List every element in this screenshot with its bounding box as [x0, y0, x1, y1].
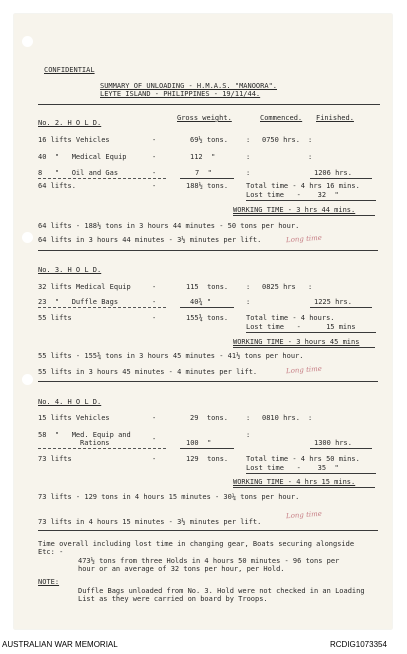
overall-line1: Time overall including lost time in changing gear, Boats securing alongside — [38, 540, 355, 548]
hold2-row3-item: 8 " Oil and Gas — [38, 169, 119, 177]
hold2-heading: No. 2. H O L D. — [38, 119, 102, 127]
hold3-row2-item: 23 " Duffle Bags — [38, 298, 119, 306]
colon-mark: : — [246, 283, 251, 291]
dash-mark: - — [152, 182, 157, 190]
document-title: SUMMARY OF UNLOADING - H.M.A.S. "MANOORA". — [100, 82, 278, 90]
hold2-summary-rate: 64 lifts - 188½ tons in 3 hours 44 minutes - 50 tons per hour. — [38, 222, 300, 230]
hold4-row2-item: 58 " Med. Equip and — [38, 431, 131, 439]
hold3-summary-per-lift: 55 lifts in 3 hours 45 minutes - 4 minutes per lift. — [38, 368, 258, 376]
section-rule — [38, 381, 378, 382]
pencil-annotation: Long time — [285, 364, 323, 376]
hold3-summary-rate: 55 lifts - 155¾ tons in 3 hours 45 minutes - 41½ tons per hour. — [38, 352, 304, 360]
hold3-heading: No. 3. H O L D. — [38, 266, 102, 274]
hold2-total-time: Total time - 4 hrs 16 mins. — [246, 182, 360, 190]
hold3-row1-item: 32 lifts Medical Equip — [38, 283, 131, 291]
sum-rule — [180, 178, 234, 179]
punch-hole — [22, 232, 33, 243]
colon-mark: : — [308, 153, 313, 161]
colon-mark: : — [246, 431, 251, 439]
hold2-row3-finished: 1206 hrs. — [314, 169, 352, 177]
hold4-row1-commenced: 0810 hrs. — [262, 414, 300, 422]
dash-mark: - — [152, 153, 157, 161]
dashed-rule — [38, 307, 166, 308]
section-rule — [38, 250, 378, 251]
hold4-total-time: Total time - 4 hrs 50 mins. — [246, 455, 360, 463]
column-commenced: Commenced. — [260, 114, 303, 122]
dash-mark: - — [152, 298, 157, 306]
sum-rule — [180, 307, 234, 308]
hold3-row2-finished: 1225 hrs. — [314, 298, 352, 306]
header-rule — [38, 104, 380, 105]
sum-rule — [246, 473, 376, 474]
hold2-lost-time: Lost time - 32 " — [246, 191, 339, 199]
hold2-row1-weight: 69½ tons. — [190, 136, 228, 144]
hold2-total-item: 64 lifts. — [38, 182, 76, 190]
hold3-working-time: WORKING TIME - 3 hours 45 mins — [233, 338, 360, 346]
sum-rule — [310, 448, 372, 449]
hold4-heading: No. 4. H O L D. — [38, 398, 102, 406]
colon-mark: : — [308, 136, 313, 144]
colon-mark: : — [246, 414, 251, 422]
colon-mark: : — [308, 283, 313, 291]
column-gross-weight: Gross weight. — [177, 114, 232, 122]
note-line1: Duffle Bags unloaded from No. 3. Hold were not checked in an Loading — [78, 587, 365, 595]
dash-mark: - — [152, 314, 157, 322]
hold4-summary-rate: 73 lifts - 129 tons in 4 hours 15 minutes - 30¼ tons per hour. — [38, 493, 300, 501]
sum-rule — [233, 215, 375, 216]
hold2-row1-commenced: 0750 hrs. — [262, 136, 300, 144]
hold3-row1-weight: 115 tons. — [186, 283, 229, 291]
sum-rule — [246, 332, 376, 333]
hold2-row2-item: 40 " Medical Equip — [38, 153, 127, 161]
punch-hole — [22, 36, 33, 47]
classification-label: CONFIDENTIAL — [44, 66, 95, 74]
sum-rule — [246, 200, 376, 201]
sum-rule — [233, 347, 375, 348]
note-line2: List as they were carried on board by Troops. — [78, 595, 268, 603]
punch-hole — [22, 374, 33, 385]
hold2-row3-weight: 7 " — [195, 169, 212, 177]
hold4-row1-weight: 29 tons. — [190, 414, 228, 422]
note-label: NOTE: — [38, 578, 60, 586]
dash-mark: - — [152, 283, 157, 291]
document-subtitle: LEYTE ISLAND - PHILIPPINES - 19/11/44. — [100, 90, 261, 98]
dash-mark: - — [152, 414, 157, 422]
overall-line3: 473½ tons from three Holds in 4 hours 50 minutes - 96 tons per — [78, 557, 340, 565]
colon-mark: : — [308, 414, 313, 422]
hold2-working-time: WORKING TIME - 3 hrs 44 mins. — [233, 206, 356, 214]
pencil-annotation: Long time — [285, 233, 323, 245]
hold4-row1-item: 15 lifts Vehicles — [38, 414, 110, 422]
sum-rule — [310, 307, 372, 308]
hold4-lost-time: Lost time - 35 " — [246, 464, 339, 472]
hold3-row1-commenced: 0825 hrs — [262, 283, 296, 291]
sum-rule — [233, 487, 375, 488]
hold3-total-time: Total time - 4 hours. — [246, 314, 335, 322]
hold2-row1-item: 16 lifts Vehicles — [38, 136, 110, 144]
sum-rule — [180, 448, 234, 449]
archive-reference: RCDIG1073354 — [330, 640, 387, 649]
hold2-summary-per-lift: 64 lifts in 3 hours 44 minutes - 3½ minutes per lift. — [38, 236, 262, 244]
hold3-total-weight: 155¾ tons. — [186, 314, 229, 322]
dash-mark: - — [152, 455, 157, 463]
sum-rule — [310, 178, 372, 179]
section-rule — [38, 530, 378, 531]
dashed-rule — [38, 178, 166, 179]
dash-mark: - — [152, 435, 157, 443]
hold3-total-item: 55 lifts — [38, 314, 72, 322]
hold3-row2-weight: 40¾ " — [190, 298, 212, 306]
overall-line4: hour or an average of 32 tons per hour, per Hold. — [78, 565, 285, 573]
hold4-working-time: WORKING TIME - 4 hrs 15 mins. — [233, 478, 356, 486]
hold4-summary-per-lift: 73 lifts in 4 hours 15 minutes - 3½ minutes per lift. — [38, 518, 262, 526]
hold4-row2-finished: 1300 hrs. — [314, 439, 352, 447]
hold4-row2-weight: 100 " — [186, 439, 212, 447]
archive-credit: AUSTRALIAN WAR MEMORIAL — [2, 640, 118, 649]
dashed-rule — [38, 448, 166, 449]
colon-mark: : — [246, 169, 251, 177]
colon-mark: : — [246, 298, 251, 306]
hold3-lost-time: Lost time - 15 mins — [246, 323, 356, 331]
dash-mark: - — [152, 169, 157, 177]
pencil-annotation: Long time — [285, 509, 323, 521]
hold4-row2-item-cont: Rations — [80, 439, 110, 447]
hold2-row2-weight: 112 " — [190, 153, 216, 161]
colon-mark: : — [246, 136, 251, 144]
colon-mark: : — [246, 153, 251, 161]
hold4-total-weight: 129 tons. — [186, 455, 229, 463]
overall-line2: Etc: - — [38, 548, 64, 556]
hold2-total-weight: 188½ tons. — [186, 182, 229, 190]
dash-mark: - — [152, 136, 157, 144]
hold4-total-item: 73 lifts — [38, 455, 72, 463]
column-finished: Finished. — [316, 114, 354, 122]
